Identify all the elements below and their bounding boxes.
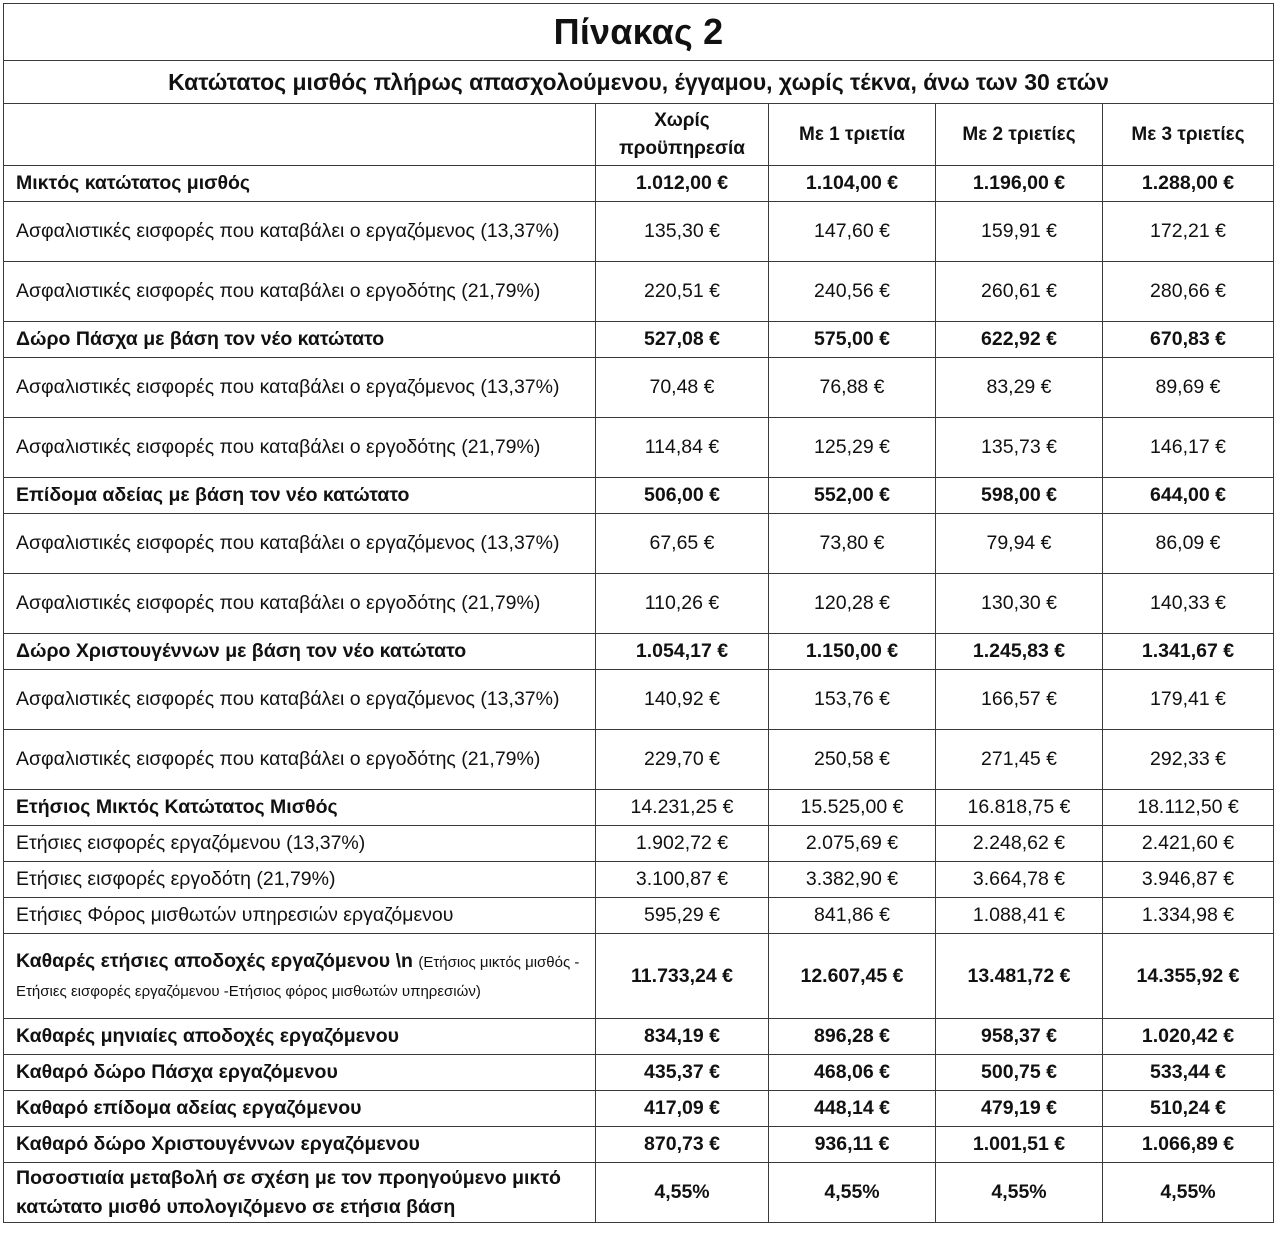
row-value: 13.481,72 € xyxy=(936,934,1103,1019)
row-value: 575,00 € xyxy=(769,322,936,358)
row-value: 135,73 € xyxy=(936,418,1103,478)
row-value: 3.664,78 € xyxy=(936,862,1103,898)
row-value: 220,51 € xyxy=(596,262,769,322)
row-value: 70,48 € xyxy=(596,358,769,418)
row-value: 125,29 € xyxy=(769,418,936,478)
row-value: 448,14 € xyxy=(769,1091,936,1127)
row-value: 16.818,75 € xyxy=(936,790,1103,826)
row-value: 1.054,17 € xyxy=(596,634,769,670)
row-value: 1.196,00 € xyxy=(936,166,1103,202)
row-label-text: Δώρο Χριστουγέννων με βάση τον νέο κατώτατο xyxy=(16,640,467,662)
row-value: 12.607,45 € xyxy=(769,934,936,1019)
row-value: 240,56 € xyxy=(769,262,936,322)
table-row xyxy=(4,202,1274,262)
row-value: 527,08 € xyxy=(596,322,769,358)
row-value: 4,55% xyxy=(1103,1163,1274,1223)
row-value: 76,88 € xyxy=(769,358,936,418)
row-label-text: Ασφαλιστικές εισφορές που καταβάλει ο εργοδότης (21,79%) xyxy=(16,280,541,302)
row-value: 1.341,67 € xyxy=(1103,634,1274,670)
row-value: 644,00 € xyxy=(1103,478,1274,514)
row-value: 11.733,24 € xyxy=(596,934,769,1019)
row-value: 598,00 € xyxy=(936,478,1103,514)
row-label xyxy=(4,418,596,478)
row-value: 73,80 € xyxy=(769,514,936,574)
row-value: 468,06 € xyxy=(769,1055,936,1091)
row-value: 1.902,72 € xyxy=(596,826,769,862)
row-value: 146,17 € xyxy=(1103,418,1274,478)
row-label xyxy=(4,166,596,202)
column-header-2-triennia: Με 2 τριετίες xyxy=(936,104,1103,166)
row-value: 179,41 € xyxy=(1103,670,1274,730)
row-value: 506,00 € xyxy=(596,478,769,514)
row-label-text: Ετήσιες εισφορές εργαζόμενου (13,37%) xyxy=(16,832,366,854)
table-row xyxy=(4,574,1274,634)
row-value: 120,28 € xyxy=(769,574,936,634)
row-value: 595,29 € xyxy=(596,898,769,934)
row-label xyxy=(4,478,596,514)
row-value: 510,24 € xyxy=(1103,1091,1274,1127)
row-value: 280,66 € xyxy=(1103,262,1274,322)
table-row xyxy=(4,1163,1274,1223)
table-row xyxy=(4,478,1274,514)
row-label-text: Καθαρές μηνιαίες αποδοχές εργαζόμενου xyxy=(16,1025,400,1047)
table-row xyxy=(4,898,1274,934)
row-label-text: Ασφαλιστικές εισφορές που καταβάλει ο εργαζόμενος (13,37%) xyxy=(16,220,560,242)
row-value: 3.382,90 € xyxy=(769,862,936,898)
row-label-text: Επίδομα αδείας με βάση τον νέο κατώτατο xyxy=(16,484,410,506)
row-value: 4,55% xyxy=(596,1163,769,1223)
table-row xyxy=(4,1019,1274,1055)
row-value: 1.001,51 € xyxy=(936,1127,1103,1163)
row-value: 292,33 € xyxy=(1103,730,1274,790)
row-label-text: Ασφαλιστικές εισφορές που καταβάλει ο εργοδότης (21,79%) xyxy=(16,436,541,458)
row-value: 3.946,87 € xyxy=(1103,862,1274,898)
row-value: 14.355,92 € xyxy=(1103,934,1274,1019)
row-value: 14.231,25 € xyxy=(596,790,769,826)
row-value: 135,30 € xyxy=(596,202,769,262)
row-value: 1.334,98 € xyxy=(1103,898,1274,934)
table-row xyxy=(4,670,1274,730)
table-body xyxy=(4,166,1274,1223)
table-row xyxy=(4,730,1274,790)
row-value: 896,28 € xyxy=(769,1019,936,1055)
row-value: 435,37 € xyxy=(596,1055,769,1091)
row-value: 2.248,62 € xyxy=(936,826,1103,862)
row-label-text: Καθαρό δώρο Χριστουγέννων εργαζόμενου xyxy=(16,1133,420,1155)
row-value: 166,57 € xyxy=(936,670,1103,730)
row-value: 834,19 € xyxy=(596,1019,769,1055)
salary-table-container xyxy=(3,3,1273,1223)
row-value: 172,21 € xyxy=(1103,202,1274,262)
row-label xyxy=(4,730,596,790)
row-label-text: Δώρο Πάσχα με βάση τον νέο κατώτατο xyxy=(16,328,385,350)
row-value: 1.288,00 € xyxy=(1103,166,1274,202)
row-value: 79,94 € xyxy=(936,514,1103,574)
row-value: 140,33 € xyxy=(1103,574,1274,634)
row-label-text: Ασφαλιστικές εισφορές που καταβάλει ο εργαζόμενος (13,37%) xyxy=(16,688,560,710)
row-label xyxy=(4,1127,596,1163)
row-label xyxy=(4,790,596,826)
minimum-wage-table xyxy=(3,3,1274,1223)
row-value: 260,61 € xyxy=(936,262,1103,322)
row-value: 552,00 € xyxy=(769,478,936,514)
row-value: 86,09 € xyxy=(1103,514,1274,574)
row-label xyxy=(4,934,596,1019)
table-subtitle: Κατώτατος μισθός πλήρως απασχολούμενου, έγγαμου, χωρίς τέκνα, άνω των 30 ετών xyxy=(4,61,1274,104)
row-value: 870,73 € xyxy=(596,1127,769,1163)
row-value: 958,37 € xyxy=(936,1019,1103,1055)
row-value: 83,29 € xyxy=(936,358,1103,418)
table-row xyxy=(4,826,1274,862)
table-row xyxy=(4,862,1274,898)
row-label-text: Ετήσιες Φόρος μισθωτών υπηρεσιών εργαζόμενου xyxy=(16,904,454,926)
row-label xyxy=(4,322,596,358)
table-row xyxy=(4,634,1274,670)
column-header-3-triennia: Με 3 τριετίες xyxy=(1103,104,1274,166)
row-label xyxy=(4,1163,596,1223)
row-value: 3.100,87 € xyxy=(596,862,769,898)
column-header-row xyxy=(4,104,1274,166)
row-value: 841,86 € xyxy=(769,898,936,934)
row-label xyxy=(4,634,596,670)
row-value: 1.066,89 € xyxy=(1103,1127,1274,1163)
column-header-1-triennium: Με 1 τριετία xyxy=(769,104,936,166)
row-value: 417,09 € xyxy=(596,1091,769,1127)
row-label xyxy=(4,514,596,574)
row-value: 229,70 € xyxy=(596,730,769,790)
table-row xyxy=(4,358,1274,418)
row-value: 2.421,60 € xyxy=(1103,826,1274,862)
table-title: Πίνακας 2 xyxy=(4,4,1274,61)
row-value: 479,19 € xyxy=(936,1091,1103,1127)
row-label-text: Ασφαλιστικές εισφορές που καταβάλει ο εργαζόμενος (13,37%) xyxy=(16,532,560,554)
row-label xyxy=(4,1055,596,1091)
row-value: 15.525,00 € xyxy=(769,790,936,826)
row-value: 159,91 € xyxy=(936,202,1103,262)
table-row xyxy=(4,514,1274,574)
row-label xyxy=(4,1019,596,1055)
row-value: 533,44 € xyxy=(1103,1055,1274,1091)
table-row xyxy=(4,1091,1274,1127)
row-label-text: Ασφαλιστικές εισφορές που καταβάλει ο εργοδότης (21,79%) xyxy=(16,748,541,770)
column-header-label xyxy=(4,104,596,166)
row-value: 153,76 € xyxy=(769,670,936,730)
table-row xyxy=(4,934,1274,1019)
row-label xyxy=(4,262,596,322)
row-label-text: Ασφαλιστικές εισφορές που καταβάλει ο εργαζόμενος (13,37%) xyxy=(16,376,560,398)
row-value: 4,55% xyxy=(936,1163,1103,1223)
row-label-text: Ασφαλιστικές εισφορές που καταβάλει ο εργοδότης (21,79%) xyxy=(16,592,541,614)
row-label-note: (Ετήσιος μικτός μισθός - Ετήσιες εισφορές εργαζόμενου -Ετήσιος φόρος μισθωτών υπηρεσιών) xyxy=(16,954,580,1000)
row-label xyxy=(4,1091,596,1127)
row-label xyxy=(4,358,596,418)
row-value: 1.150,00 € xyxy=(769,634,936,670)
row-value: 250,58 € xyxy=(769,730,936,790)
row-value: 140,92 € xyxy=(596,670,769,730)
row-value: 936,11 € xyxy=(769,1127,936,1163)
row-value: 18.112,50 € xyxy=(1103,790,1274,826)
row-label-text: Ετήσιος Μικτός Κατώτατος Μισθός xyxy=(16,796,338,818)
table-row xyxy=(4,1127,1274,1163)
row-value: 2.075,69 € xyxy=(769,826,936,862)
row-value: 500,75 € xyxy=(936,1055,1103,1091)
row-value: 1.088,41 € xyxy=(936,898,1103,934)
row-label-text: Ετήσιες εισφορές εργοδότη (21,79%) xyxy=(16,868,336,890)
table-row xyxy=(4,322,1274,358)
row-value: 271,45 € xyxy=(936,730,1103,790)
column-header-no-experience: Χωρίς προϋπηρεσία xyxy=(596,104,769,166)
row-value: 130,30 € xyxy=(936,574,1103,634)
row-label xyxy=(4,898,596,934)
row-value: 114,84 € xyxy=(596,418,769,478)
table-row xyxy=(4,166,1274,202)
row-label-text: Καθαρό δώρο Πάσχα εργαζόμενου xyxy=(16,1061,338,1083)
table-row xyxy=(4,1055,1274,1091)
row-value: 622,92 € xyxy=(936,322,1103,358)
row-value: 1.012,00 € xyxy=(596,166,769,202)
row-label xyxy=(4,574,596,634)
row-label-text: Καθαρό επίδομα αδείας εργαζόμενου xyxy=(16,1097,362,1119)
table-row xyxy=(4,262,1274,322)
row-value: 147,60 € xyxy=(769,202,936,262)
row-value: 670,83 € xyxy=(1103,322,1274,358)
row-value: 1.104,00 € xyxy=(769,166,936,202)
row-value: 1.020,42 € xyxy=(1103,1019,1274,1055)
row-label-text: Μικτός κατώτατος μισθός xyxy=(16,172,251,194)
row-label xyxy=(4,862,596,898)
row-label xyxy=(4,826,596,862)
row-label-text: Ποσοστιαία μεταβολή σε σχέση με τον προηγούμενο μικτό κατώτατο μισθό υπολογιζόμενο σε ετήσια βάση xyxy=(16,1166,561,1218)
row-value: 89,69 € xyxy=(1103,358,1274,418)
row-label xyxy=(4,670,596,730)
row-value: 4,55% xyxy=(769,1163,936,1223)
row-value: 67,65 € xyxy=(596,514,769,574)
row-label-text: Καθαρές ετήσιες αποδοχές εργαζόμενου \n xyxy=(16,950,413,972)
table-row xyxy=(4,418,1274,478)
row-label xyxy=(4,202,596,262)
row-value: 110,26 € xyxy=(596,574,769,634)
table-row xyxy=(4,790,1274,826)
row-value: 1.245,83 € xyxy=(936,634,1103,670)
